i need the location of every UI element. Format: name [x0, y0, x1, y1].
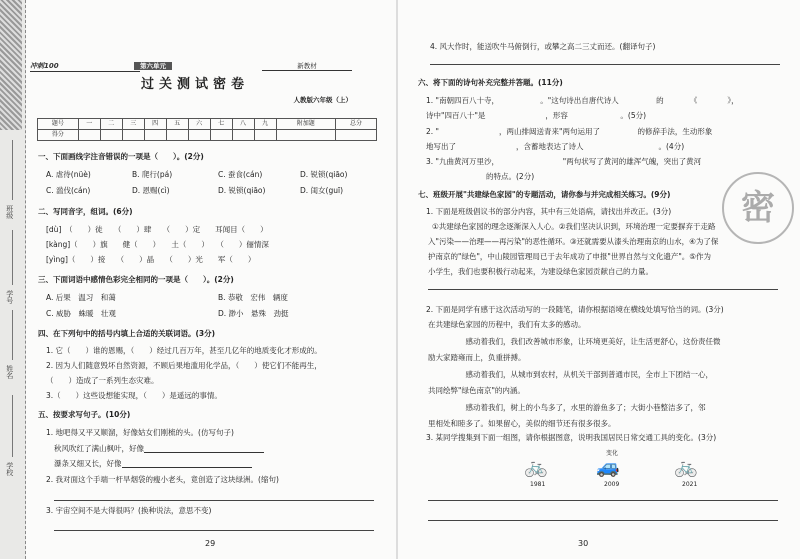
- score-header-cell: 总分: [336, 119, 377, 130]
- score-header-cell: 二: [100, 119, 122, 130]
- label-name: 姓名: [5, 365, 14, 379]
- s1-opt-e: C. 滥伐(cán): [46, 186, 91, 195]
- corner-hatching: [0, 0, 22, 130]
- s7-q1-text: ①共建绿色家园的理念逐渐深入人心。②我们坚决认识到，环境治理一定要摒弃于走路: [432, 222, 716, 231]
- score-cell[interactable]: [122, 130, 144, 141]
- s7-q1-text: 入"污染——治理——再污染"的恶性循环。③还就需要从漆头治理南京的山水，④为了保: [428, 237, 719, 246]
- s1-opt-c: C. 蚕食(cán): [218, 170, 263, 179]
- page-title: 过关测试密卷: [140, 77, 249, 92]
- s3-opt-c: C. 威胁 蛛暖 壮观: [46, 309, 117, 318]
- score-table: [37, 118, 377, 141]
- score-cell[interactable]: [232, 130, 254, 141]
- score-header-cell: 一: [78, 119, 100, 130]
- s6-line: 诗中"四百八十"是 ，形容 。(5分): [426, 111, 647, 120]
- s1-opt-f: D. 恩赐(cì): [132, 186, 170, 195]
- chart-label: 变化: [606, 450, 619, 457]
- s2-row: [yìng]（ ）接 （ ）晶 （ ）光 军（ ）: [46, 255, 256, 264]
- right-page: [398, 0, 800, 559]
- bicycle-icon: 🚲: [524, 456, 548, 478]
- s7-q1-text: 护南京的"绿色"，中山陵园管理局已于去年成功了申报"世界自然与文化遗产"。⑤作为: [428, 252, 712, 261]
- car-icon: 🚙: [596, 456, 620, 478]
- watermark-stamp: 密: [722, 172, 794, 244]
- score-cell[interactable]: [144, 130, 166, 141]
- s6-line: 3. "九曲黄河万里沙， "两句状写了黄河的雄浑气魄，突出了黄河: [426, 157, 702, 166]
- section5-title: 五、按要求写句子。(10分): [38, 410, 131, 419]
- strip-line: [12, 395, 13, 457]
- q4-text: 4. 风大作时，能送吹牛马俯倒行，或攀之高二三丈而还。(翻译句子): [430, 42, 656, 51]
- s5-line: 3. 宇宙空间不是大得很吗？(换种说法，意思不变): [46, 506, 212, 515]
- header: [30, 62, 360, 107]
- score-header-cell: 四: [144, 119, 166, 130]
- s7-q2-text: 感动着我们，我们改善城市形象，让环境更美好，让生活更舒心，这份责任微: [428, 337, 721, 346]
- section6-title: 六、将下面的诗句补充完整并答题。(11分): [418, 78, 563, 87]
- s2-row: [kàng]（ ）旗 健（ ） 土（ ） （ ）俪情深: [46, 240, 269, 249]
- score-row: [38, 130, 377, 141]
- s5-line: 1. 地吧得又平又顺溜，好像姑女们刚梳的头。(仿写句子): [46, 428, 234, 437]
- s7-q2-text: 感动着我们，树上的小鸟多了，水里的游鱼多了；大街小巷整洁多了，邻: [428, 403, 706, 412]
- s1-opt-g: D. 锐锁(qiāo): [218, 186, 266, 195]
- s4-line: 1. 它（ ）谁的恩赐，（ ）经过几百万年，甚至几亿年的地质变化才形成的。: [46, 346, 322, 355]
- s1-opt-a: A. 虐待(nüè): [46, 170, 91, 179]
- left-page: [0, 0, 396, 559]
- score-header-cell: 六: [188, 119, 210, 130]
- score-header-cell: 附加题: [276, 119, 336, 130]
- s7-q2-text: 励大家踏雍而上，负重拼搏。: [428, 353, 526, 362]
- s7-q1: 1. 下面是班级倡议书的部分内容，其中有三处语病，请找出并改正。(3分): [426, 207, 672, 216]
- score-header-row: [38, 119, 377, 130]
- score-cell[interactable]: [276, 130, 336, 141]
- year-label: 2021: [682, 481, 698, 488]
- s1-opt-b: B. 爬行(pá): [132, 170, 173, 179]
- s7-q2: 2. 下面是同学有感于这次活动写的一段随笔，请你根据语境在横线处填写恰当的词。(3分): [426, 305, 724, 314]
- label-class: 班级: [5, 205, 14, 219]
- answer-blank[interactable]: [144, 445, 264, 453]
- s4-line: 2. 因为人们随意毁坏自然资源，不顾后果地滥用化学品，（ ）使它们不能再生，: [46, 361, 322, 370]
- s5-line: 瀑条又细又长，好像: [54, 459, 252, 468]
- score-header-cell: 题号: [38, 119, 79, 130]
- strip-line: [12, 140, 13, 200]
- answer-blank[interactable]: [122, 460, 252, 468]
- unit-tag: 第六单元: [134, 62, 172, 70]
- s5-line: 2. 我对面这个手端一杆旱烟袋的瘦小老头，竟创造了这块绿洲。(缩句): [46, 475, 279, 484]
- s1-opt-h: D. 闺女(guī): [300, 186, 343, 195]
- edition-label: 人教版六年级（上）: [293, 96, 352, 104]
- section3-title: 三、下面词语中感情色彩完全相同的一项是（ ）。(2分): [38, 275, 234, 284]
- label-school: 学校: [5, 462, 14, 476]
- s7-q2-text: 在共建绿色家园的历程中，我们有太多的感动。: [428, 320, 586, 329]
- score-cell[interactable]: [100, 130, 122, 141]
- score-header-cell: 九: [254, 119, 276, 130]
- section4-title: 四、在下列句中的括号内填上合适的关联词语。(3分): [38, 329, 216, 338]
- score-cell[interactable]: [188, 130, 210, 141]
- s6-line: 2. " ，两山排闼送青来"两句运用了 的修辞手法，生动形象: [426, 127, 713, 136]
- score-cell[interactable]: [336, 130, 377, 141]
- score-row-label: 得分: [38, 130, 79, 141]
- label-id: 学号: [5, 290, 14, 304]
- page-number: 30: [578, 539, 589, 548]
- score-cell[interactable]: [78, 130, 100, 141]
- answer-line[interactable]: [54, 530, 374, 531]
- s7-q1-text: 小学生，我们也要积极行动起来，为建设绿色家园贡献自己的力量。: [428, 267, 653, 276]
- section1-title: 一、下面画线字注音错误的一项是（ ）。(2分): [38, 152, 204, 161]
- s4-line: （ ）造成了一系列生态灾难。: [46, 376, 159, 385]
- strip-line: [12, 230, 13, 285]
- s7-q2-text: 里相处和睦多了。如果留心，美似的细节还有很多很多。: [428, 419, 616, 428]
- answer-line[interactable]: [428, 289, 778, 290]
- s7-q3: 3. 某同学搜集到下面一组图，请你根据图意，说明我国居民日常交通工具的变化。(3分): [426, 433, 717, 442]
- score-header-cell: 五: [166, 119, 188, 130]
- score-header-cell: 三: [122, 119, 144, 130]
- strip-line: [12, 310, 13, 360]
- answer-line[interactable]: [54, 500, 374, 501]
- s5-line: 秋风吹红了满山枫叶，好像: [54, 444, 264, 453]
- s3-opt-b: B. 恭敬 宏伟 辆度: [218, 293, 288, 302]
- answer-line[interactable]: [428, 520, 778, 521]
- transport-chart: [524, 450, 714, 490]
- new-textbook-label: 新教材: [262, 62, 352, 71]
- s3-opt-a: A. 后果 温习 和蔼: [46, 293, 116, 302]
- bicycle-icon: 🚲: [674, 456, 698, 478]
- answer-line[interactable]: [430, 64, 780, 65]
- year-label: 2009: [604, 481, 620, 488]
- binding-strip: [0, 0, 26, 559]
- s2-row: [dù] （ ）徒 （ ）肆 （ ）定 耳闻目（ ）: [46, 225, 268, 234]
- s1-opt-d: D. 锐锁(qiāo): [300, 170, 348, 179]
- section7-title: 七、班级开展"共建绿色家园"的专题活动，请你参与并完成相关练习。(9分): [418, 190, 671, 199]
- brand-logo: 冲刺100: [30, 62, 140, 72]
- s6-line: 1. "南朝四百八十寺， 。"这句诗出自唐代诗人 的 《 》，: [426, 96, 739, 105]
- score-header-cell: 七: [210, 119, 232, 130]
- score-cell[interactable]: [254, 130, 276, 141]
- s7-q2-text: 感动着我们，从城市到农村，从机关干部到普通市民，全市上下团结一心，: [428, 370, 713, 379]
- s3-opt-d: D. 渺小 悬殊 劲挺: [218, 309, 289, 318]
- answer-line[interactable]: [428, 500, 778, 501]
- s6-line: 的特点。(2分): [426, 172, 535, 181]
- score-header-cell: 八: [232, 119, 254, 130]
- page-number: 29: [205, 539, 216, 548]
- s6-line: 地写出了 ，含蓄地表达了诗人 。(4分): [426, 142, 685, 151]
- section2-title: 二、写同音字，组词。(6分): [38, 207, 133, 216]
- year-label: 1981: [530, 481, 546, 488]
- score-cell[interactable]: [166, 130, 188, 141]
- s7-q2-text: 共同绘弊"绿色南京"的内涵。: [428, 386, 525, 395]
- s4-line: 3.（ ）这些设想能实现，（ ）是遥远的事情。: [46, 391, 222, 400]
- score-cell[interactable]: [210, 130, 232, 141]
